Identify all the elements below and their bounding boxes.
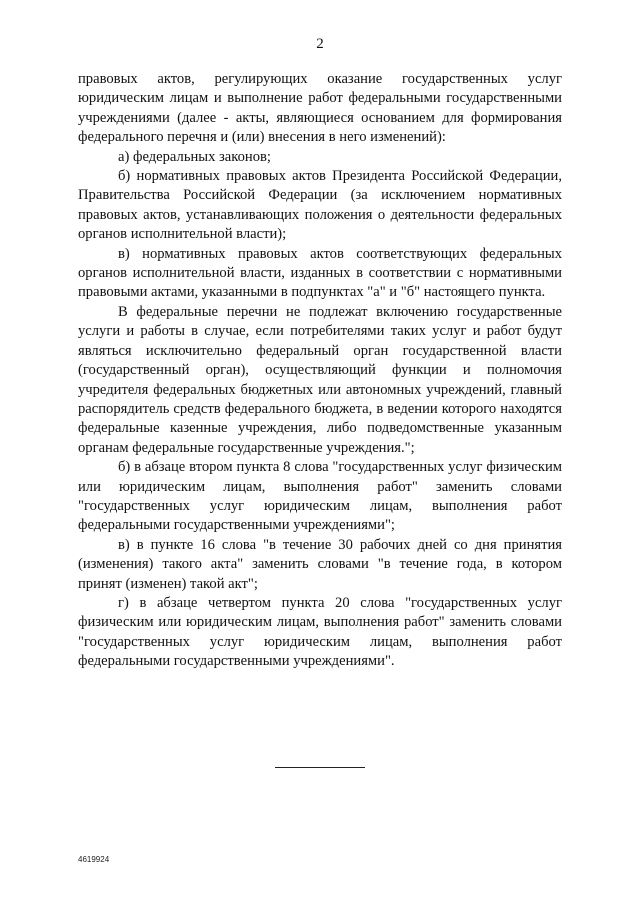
document-code: 4619924 — [78, 855, 110, 864]
paragraph-amendment-v: в) в пункте 16 слова "в течение 30 рабочих дней со дня принятия (изменения) такого акта" заменить словами "в течение года, в котором принят (изменен) такой акт"; — [78, 536, 562, 592]
end-divider — [275, 767, 365, 768]
paragraph-amendment-g: г) в абзаце четвертом пункта 20 слова "государственных услуг физическим или юридическим лицам, выполнения работ" заменить словами "государственных услуг юридическим лицам, выполнения работ федеральными государственными учреждениями". — [78, 594, 562, 670]
paragraph-item-a: а) федеральных законов; — [118, 148, 271, 165]
document-body — [78, 70, 562, 672]
paragraph-item-b: б) нормативных правовых актов Президента Российской Федерации, Правительства Российской Федерации (за исключением нормативных правовых актов, устанавливающих положения о деятельности федеральных органов исполнительной власти); — [78, 168, 562, 243]
page-number: 2 — [316, 36, 324, 52]
paragraph-amendment-b: б) в абзаце втором пункта 8 слова "государственных услуг физическим или юридическим лицам, выполнения работ" заменить словами "государственных услуг юридическим лицам, выполнения работ федеральными государственными учреждениями"; — [78, 459, 562, 534]
paragraph-exclusion: В федеральные перечни не подлежат включению государственные услуги и работы в случае, если потребителями таких услуг и работ будут являться исключительно федеральный орган государственной власти (государственный орган), осуществляющий функции и полномочия учредителя федеральных бюджетных или автономных учреждений, главный распорядитель средств федерального бюджета, в ведении которого находятся федеральные казенные учреждения, либо подведомственные указанным органам федеральные государственные учреждения."; — [78, 303, 562, 456]
paragraph-continuation: правовых актов, регулирующих оказание государственных услуг юридическим лицам и выполнение работ федеральными государственными учреждениями (далее - акты, являющиеся основанием для формирования федерального перечня и (или) внесения в него изменений): — [78, 71, 562, 146]
paragraph-item-v: в) нормативных правовых актов соответствующих федеральных органов исполнительной власти, изданных в соответствии с нормативными правовыми актами, указанными в подпунктах "а" и "б" настоящего пункта. — [78, 245, 562, 301]
